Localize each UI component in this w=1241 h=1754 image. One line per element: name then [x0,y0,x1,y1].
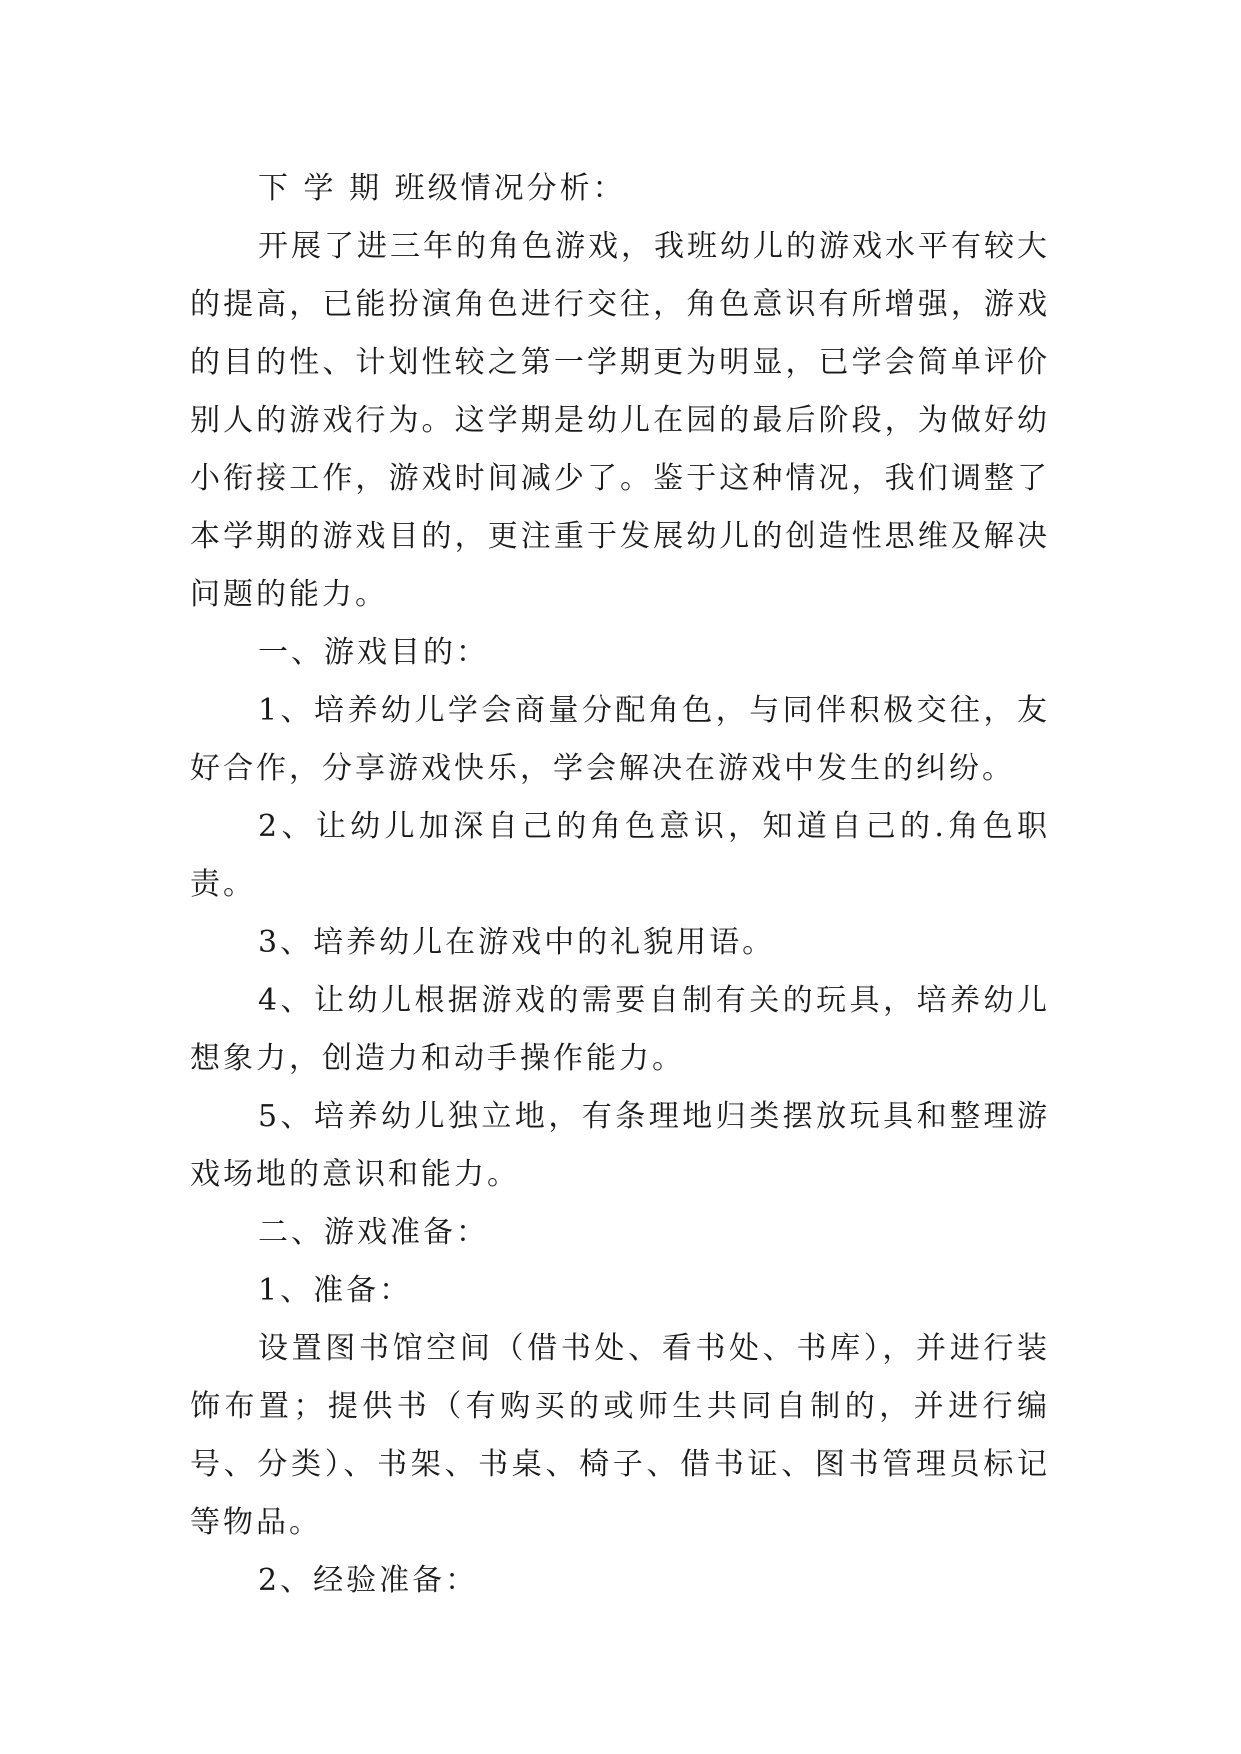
prep-item-2-heading: 2、经验准备： [258,1563,479,1598]
paragraph-class-situation: 开展了进三年的角色游戏，我班幼儿的游戏水平有较大的提高，已能扮演角色进行交往，角色意识有所增强，游戏的目的性、计划性较之第一学期更为明显，已学会简单评价别人的游戏行为。这学期是幼儿在园的最后阶段，为做好幼小衔接工作，游戏时间减少了。鉴于这种情况，我们调整了本学期的游戏目的，更注重于发展幼儿的创造性思维及解决问题的能力。 [190,229,1050,612]
document-body [190,160,1050,1610]
goal-item-2: 2、让幼儿加深自己的角色意识，知道自己的.角色职责。 [190,809,1050,902]
prep-item-1-heading: 1、准备： [258,1273,413,1308]
goal-item-3: 3、培养幼儿在游戏中的礼貌用语。 [258,925,776,960]
prep-item-1-body: 设置图书馆空间（借书处、看书处、书库），并进行装饰布置；提供书（有购买的或师生共同自制的，并进行编号、分类）、书架、书桌、椅子、借书证、图书管理员标记等物品。 [190,1331,1050,1540]
goal-item-4: 4、让幼儿根据游戏的需要自制有关的玩具，培养幼儿想象力，创造力和动手操作能力。 [190,983,1050,1076]
goal-item-1: 1、培养幼儿学会商量分配角色，与同伴积极交往，友好合作，分享游戏快乐，学会解决在游戏中发生的纠纷。 [190,693,1050,786]
goal-item-5: 5、培养幼儿独立地，有条理地归类摆放玩具和整理游戏场地的意识和能力。 [190,1099,1050,1192]
heading-game-goals: 一、游戏目的： [258,635,489,670]
heading-game-preparation: 二、游戏准备： [258,1215,489,1250]
section-title-class-analysis: 下 学 期 班级情况分析： [258,171,626,206]
